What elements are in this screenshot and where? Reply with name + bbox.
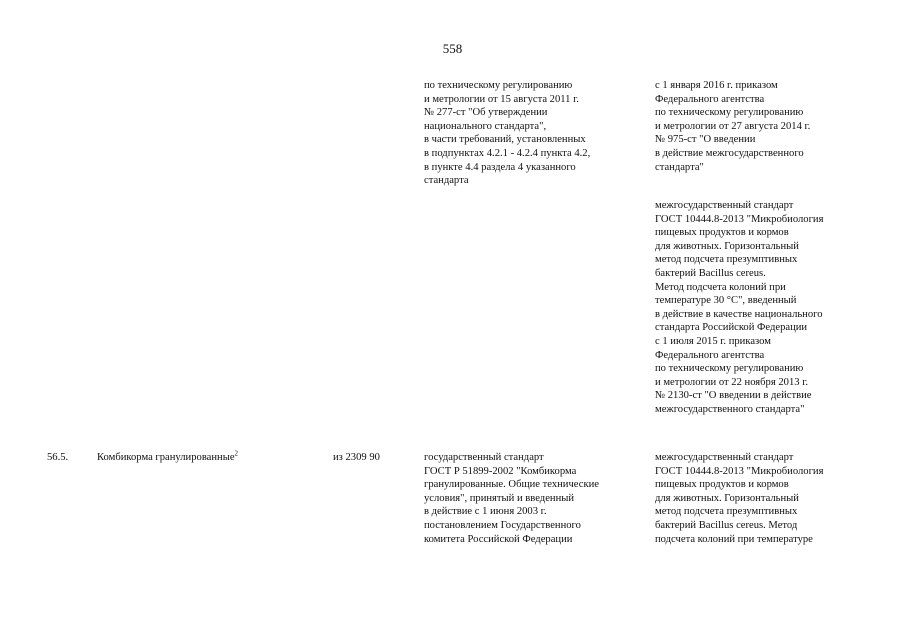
product-name-cell [97,451,238,465]
row-col4-text [424,451,599,546]
text-line: национального стандарта", [424,120,547,132]
text-line: гранулированные. Общие технические [424,479,599,491]
text-line: № 2130-ст "О введении в действие [655,390,812,402]
text-line: метод подсчета презумптивных [655,506,798,518]
text-line: в пункте 4.4 раздела 4 указанного [424,161,576,173]
text-line: пищевых продуктов и кормов [655,227,789,239]
text-line: условия", принятый и введенный [424,492,575,504]
text-line: в части требований, установленных [424,134,586,146]
text-line: стандарта Российской Федерации [655,322,808,334]
text-line: ГОСТ 10444.8-2013 "Микробиология [655,213,824,225]
text-line: в действие с 1 июня 2003 г. [424,506,547,518]
text-line: подсчета колоний при температуре [655,533,813,545]
text-line: Федерального агентства [655,349,765,361]
text-line: метод подсчета презумптивных [655,254,798,266]
text-line: и метрологии от 27 августа 2014 г. [655,120,811,132]
product-code: из 2309 90 [333,452,380,463]
text-line: для животных. Горизонтальный [655,240,799,252]
text-line: постановлением Государственного [424,519,581,531]
text-line: по техническому регулированию [424,80,573,91]
text-line: ГОСТ 10444.8-2013 "Микробиология [655,465,824,477]
text-line: и метрологии от 15 августа 2011 г. [424,93,579,105]
text-line: в действие в качестве национального [655,308,823,320]
continuation-col5-text-2 [655,199,823,417]
text-line: бактерий Bacillus cereus. Метод [655,519,798,531]
text-line: № 975-ст "О введении [655,134,756,146]
text-line: температуре 30 °C", введенный [655,295,797,307]
text-line: в подпунктах 4.2.1 - 4.2.4 пункта 4.2, [424,147,591,159]
text-line: пищевых продуктов и кормов [655,479,789,491]
text-line: в действие межгосударственного [655,147,804,159]
text-line: межгосударственного стандарта" [655,403,805,415]
product-name: Комбикорма гранулированные [97,452,235,463]
text-line: государственный стандарт [424,452,544,463]
text-line: межгосударственный стандарт [655,200,794,211]
text-line: и метрологии от 22 ноября 2013 г. [655,376,809,388]
text-line: Федерального агентства [655,93,765,105]
text-line: для животных. Горизонтальный [655,492,799,504]
page-number: 558 [442,41,463,56]
text-line: комитета Российской Федерации [424,533,573,545]
text-line: стандарта" [655,161,704,173]
text-line: № 277-ст "Об утверждении [424,107,548,119]
text-line: ГОСТ Р 51899-2002 "Комбикорма [424,465,577,477]
row-number: 56.5. [47,452,69,463]
text-line: по техническому регулированию [655,107,804,119]
footnote-marker: 2 [234,449,239,458]
text-line: бактерий Bacillus cereus. [655,267,766,279]
continuation-col4-text [424,79,590,188]
continuation-col5-text-1 [655,79,810,174]
text-line: Метод подсчета колоний при [655,281,786,293]
text-line: стандарта [424,175,469,187]
text-line: с 1 июля 2015 г. приказом [655,335,771,347]
text-line: с 1 января 2016 г. приказом [655,80,778,91]
text-line: межгосударственный стандарт [655,452,794,463]
text-line: по техническому регулированию [655,363,804,375]
row-col5-text [655,451,823,546]
